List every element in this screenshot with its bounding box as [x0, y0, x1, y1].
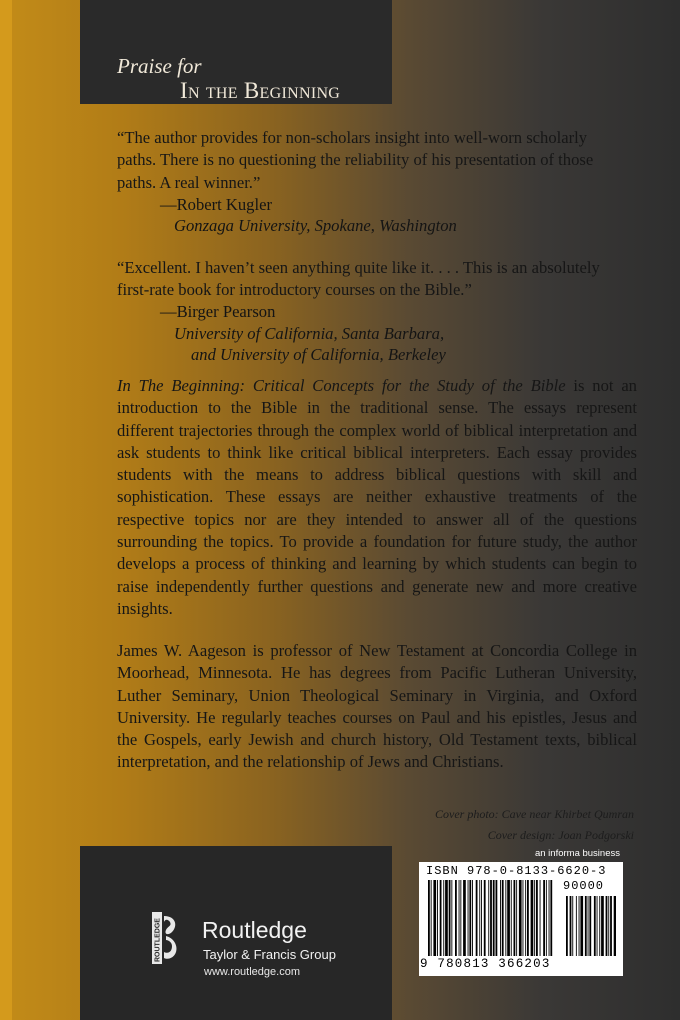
- barcode-bar: [484, 880, 486, 956]
- barcode-addon-bar: [606, 896, 608, 956]
- praise-label: Praise for: [117, 54, 202, 78]
- barcode-addon-bar: [601, 896, 604, 956]
- barcode-bars: [426, 880, 616, 958]
- quote-line: first-rate book for introductory courses on the Bible.”: [117, 280, 472, 300]
- barcode-bar: [463, 880, 466, 956]
- quote-line: “Excellent. I haven’t seen anything quite like it. . . . This is an absolutely: [117, 258, 600, 277]
- spine-logo-text: ROUTLEDGE: [154, 918, 162, 962]
- ean-digits: 9 780813 366203: [420, 957, 551, 971]
- barcode-bar: [543, 880, 545, 956]
- barcode-addon-bar: [566, 896, 568, 956]
- barcode-bar: [527, 880, 529, 956]
- barcode-bar: [540, 880, 541, 956]
- routledge-logo-icon: [152, 912, 180, 964]
- review-quote-pearson: [117, 257, 637, 302]
- spine-edge: [0, 0, 12, 1020]
- book-description: [117, 375, 637, 620]
- barcode-bar: [549, 880, 550, 956]
- cover-photo-credit: Cover photo: Cave near Khirbet Qumran: [435, 807, 634, 821]
- author-bio: James W. Aageson is professor of New Testament at Concordia College in Moorhead, Minnesota. He has degrees from Pacific Lutheran University, Luther Seminary, Union Theological Seminary in Virginia, and Oxford University. He regularly teaches courses on Paul and his epistles, Jesus and the Gospels, early Jewish and church history, Old Testament texts, biblical interpretation, and the relationship of Jews and Christians.: [117, 641, 637, 772]
- barcode-addon-bar: [579, 896, 580, 956]
- barcode-bar: [479, 880, 480, 956]
- barcode-bar: [451, 880, 452, 956]
- barcode-bar: [445, 880, 448, 956]
- barcode-bar: [433, 880, 436, 956]
- barcode-bar: [468, 880, 469, 956]
- barcode-bar: [534, 880, 535, 956]
- barcode-addon-bar: [614, 896, 616, 956]
- barcode-bar: [443, 880, 444, 956]
- barcode-bar: [496, 880, 498, 956]
- reviewer-name: —Robert Kugler: [160, 195, 272, 214]
- barcode-bar: [431, 880, 432, 956]
- reviewer-affiliation: University of California, Santa Barbara,: [174, 324, 445, 343]
- barcode-bar: [514, 880, 516, 956]
- barcode-bar: [507, 880, 510, 956]
- review-quote-kugler: [117, 127, 637, 194]
- barcode-addon-bar: [576, 896, 577, 956]
- barcode-bar: [511, 880, 512, 956]
- barcode-bar: [455, 880, 457, 956]
- barcode-addon-bar: [580, 896, 583, 956]
- quote-line: “The author provides for non-scholars insight into well-worn scholarly: [117, 128, 588, 147]
- publisher-url[interactable]: www.routledge.com: [204, 966, 300, 978]
- barcode-bar: [449, 880, 451, 956]
- reviewer-affiliation: and University of California, Berkeley: [191, 345, 446, 364]
- barcode-bar: [531, 880, 534, 956]
- publisher-group: Taylor & Francis Group: [203, 947, 336, 962]
- barcode-addon-bar: [572, 896, 573, 956]
- cover-design-credit: Cover design: Joan Podgorski: [487, 828, 634, 842]
- barcode-bar: [546, 880, 547, 956]
- informa-business-label: an informa business: [534, 848, 620, 859]
- barcode-bar: [500, 880, 501, 956]
- barcode-addon-bar: [589, 896, 591, 956]
- barcode-bar: [469, 880, 471, 956]
- cover-credits: [435, 804, 634, 846]
- barcode-bar: [472, 880, 473, 956]
- barcode-bar: [459, 880, 460, 956]
- barcode-addon-bar: [585, 896, 587, 956]
- barcode-bar: [516, 880, 517, 956]
- publisher-name: Routledge: [202, 917, 307, 943]
- barcode-bar: [493, 880, 495, 956]
- barcode-bar: [476, 880, 478, 956]
- barcode-bar: [502, 880, 504, 956]
- barcode-bar: [490, 880, 492, 956]
- praise-book-title: In the Beginning: [180, 78, 341, 103]
- quote-line: paths. A real winner.”: [117, 172, 261, 192]
- barcode-bar: [525, 880, 526, 956]
- barcode-addon-bar: [608, 896, 609, 956]
- barcode-bar: [519, 880, 522, 956]
- reviewer-affiliation: Gonzaga University, Spokane, Washington: [174, 216, 457, 235]
- barcode-bar: [488, 880, 489, 956]
- barcode-bar: [460, 880, 461, 956]
- barcode-bar: [437, 880, 438, 956]
- isbn-text: ISBN 978-0-8133-6620-3: [426, 864, 607, 878]
- price-code: 90000: [563, 879, 605, 893]
- barcode-bar: [523, 880, 524, 956]
- description-book-title: In The Beginning: Critical Concepts for the Study of the Bible: [117, 376, 566, 395]
- barcode-addon-bar: [588, 896, 589, 956]
- barcode-bar: [481, 880, 482, 956]
- barcode-addon-bar: [594, 896, 596, 956]
- barcode-bar: [428, 880, 430, 956]
- barcode-addon-bar: [610, 896, 612, 956]
- reviewer-name: —Birger Pearson: [160, 302, 276, 321]
- barcode-addon-bar: [597, 896, 598, 956]
- barcode-bar: [440, 880, 442, 956]
- barcode-bar: [550, 880, 552, 956]
- quote-line: paths. There is no questioning the reliability of his presentation of those: [117, 150, 594, 170]
- barcode-bar: [505, 880, 506, 956]
- barcode-bar: [536, 880, 538, 956]
- barcode-addon-bar: [570, 896, 572, 956]
- description-text: is not an introduction to the Bible in the traditional sense. The essays represent different trajectories through the complex world of biblical interpretation and ask students to think like critical biblical interpreters. Each essay provides students with the means to address biblical questions with skill and sophistication. These essays are neither exhaustive treatments of the respective topics nor are they intended to answer all of the questions surrounding the topics. To provide a foundation for future study, the author develops a process of thinking and learning by which students can begin to raise independently further questions and generate new and more creative insights.: [117, 376, 637, 618]
- barcode-addon-bar: [599, 896, 600, 956]
